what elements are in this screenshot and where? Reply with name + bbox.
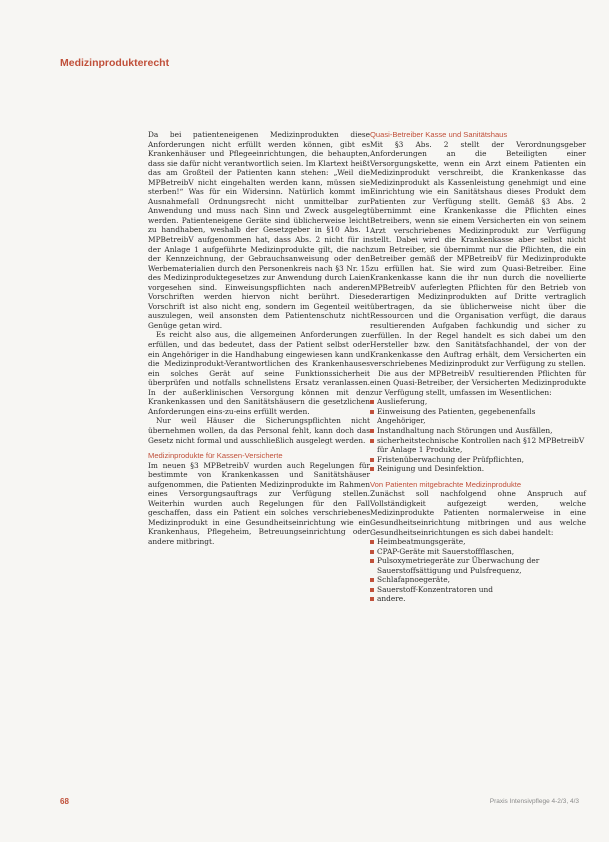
page-number: 68 [60,797,69,806]
list-item: CPAP-Geräte mit Sauerstoffflaschen, [370,547,586,557]
list-item: sicherheitstechnische Kontrollen nach §12 MPBetreibV für Anlage 1 Produkte, [370,436,586,455]
subheading: Quasi-Betreiber Kasse und Sanitätshaus [370,130,508,139]
body-paragraph: Im neuen §3 MPBetreibV wurden auch Regelungen für bestimmte von Krankenkassen und Sanitätshäuser aufgenommen, die Patienten Medizinprodukte im Rahmen eines Versorgungsauftrags zur Verfügung stellen. Weiterhin wurden auch Regelungen für den Fall geschaffen, dass ein Patient ein solches verschriebenes Medizinprodukt in eine Gesundheitseinrichtung wie ein Krankenhaus, Pflegeheim, Betreuungseinrichtung oder andere mitbringt. [148,460,370,547]
list-item: andere. [370,594,586,604]
bullet-list [370,537,586,604]
list-item: Auslieferung, [370,397,586,407]
subheading: Von Patienten mitgebrachte Medizinprodukte [370,479,522,489]
body-paragraph: Zunächst soll nachfolgend ohne Anspruch auf Vollständigkeit aufgezeigt werden, welche Medizinprodukte Patienten normalerweise in eine Gesundheitseinrichtung mitbringen und aus welche Gesundheitseinrichtungen es sich dabei handelt: [370,489,586,537]
body-paragraph: Es reicht also aus, die allgemeinen Anforderungen zu erfüllen, und das bedeutet, dass der Patient selbst oder ein Angehöriger in die Handhabung eingewiesen kann und die Medizinprodukt-Verantwortlichen des Krankenhauses ein solches Gerät auf seine Funktionssicherheit überprüfen und notfalls schnellstens Ersatz veranlassen. In der außerklinischen Versorgung können mit den Krankenkassen und den Sanitätshäusern die gesetzlichen Anforderungen eins-zu-eins erfüllt werden. [148,330,370,416]
body-paragraph: Da bei patienteneigenen Medizinprodukten diese Anforderungen nicht erfüllt werden können, gibt es Krankenhäuser und Pflegeeinrichtungen, die behaupten, dass sie dafür nicht verantwortlich seien. Im Klartext heißt das am Großteil der Patienten kann stehen: „Weil die MPBetreibV nicht eingehalten werden kann, müssen sie sterben!“ Was für ein Widersinn. Natürlich kommt im Ausnahmefall Ordnungsrecht nicht unmittelbar zur Anwendung und muss nach Sinn und Zweck ausgelegt werden. Patienteneigene Geräte sind üblicherweise leicht zu handhaben, weshalb der Gesetzgeber in §10 Abs. 1 MPBetreibV aufgenommen hat, dass Abs. 2 nicht für in der Anlage 1 aufgeführte Medizinprodukte gilt, die nach der Kennzeichnung, der Gebrauchsanweisung oder den Werbematerialien durch den Personenkreis nach §3 Nr. 15 des Medizinproduktegesetzes zur Anwendung durch Laien vorgesehen sind. Einweisungspflichten nach anderen Vorschriften werden hiervon nicht berührt. Diese Vorschrift ist also nicht eng, sondern im Gegenteil weit auszulegen, weil ansonsten dem Patientenschutz nicht Genüge getan wird. [148,130,370,330]
bullet-list [370,397,586,473]
subheading: Medizinprodukte für Kassen-Versicherte [148,451,283,461]
body-paragraph: Nur weil Häuser die Sicherungspflichten nicht übernehmen wollen, da das Personal fehlt, kann doch das Gesetz nicht formal und ausschließlich ausgelegt werden. [148,416,370,445]
journal-footer: Praxis Intensivpflege 4-2/3, 4/3 [489,798,579,805]
list-item: Heimbeatmungsgeräte, [370,537,586,547]
list-item: Fristenüberwachung der Prüfpflichten, [370,455,586,465]
left-column [148,130,370,547]
list-item: Reinigung und Desinfektion. [370,464,586,474]
list-item: Instandhaltung nach Störungen und Ausfällen, [370,426,586,436]
list-item: Pulsoxymetriegeräte zur Überwachung der Sauerstoffsättigung und Pulsfrequenz, [370,556,586,575]
section-label: Medizinprodukterecht [60,57,170,69]
body-paragraph: Mit §3 Abs. 2 stellt der Verordnungsgeber Anforderungen an die Beteiligten einer Versorgungskette, wenn ein Arzt einem Patienten ein Medizinprodukt verschreibt, die Krankenkasse das Medizinprodukt als Kassenleistung genehmigt und eine Einrichtung wie ein Sanitätshaus dieses Produkt dem Patienten zur Verfügung stellt. Gemäß §3 Abs. 2 übernimmt eine Krankenkasse die Pflichten eines Betreibers, wenn sie einem Versicherten ein von seinem Arzt verschriebenes Medizinprodukt zur Verfügung stellt. Dabei wird die Krankenkasse aber selbst nicht zum Betreiber, sie übernimmt nur die Pflichten, die ein Betreiber gemäß der MPBetreibV für Medizinprodukte zu erfüllen hat. Sie wird zum Quasi-Betreiber. Eine Krankenkasse kann die ihr nun durch die novellierte MPBetreibV auferlegten Pflichten für den Betrieb von derartigen Medizinprodukten auf Dritte vertraglich übertragen, da sie üblicherweise nicht über die Ressourcen und die Organisation verfügt, die daraus resultierenden Aufgaben fachkundig und sicher zu erfüllen. In der Regel handelt es sich dabei um den Hersteller bzw. den Sanitätsfachhandel, der von der Krankenkasse den Auftrag erhält, dem Versicherten ein verschriebenes Medizinprodukt zur Verfügung zu stellen. [370,139,586,369]
body-paragraph: Die aus der MPBetreibV resultierenden Pflichten für einen Quasi-Betreiber, der Versicherten Medizinprodukte zur Verfügung stellt, umfassen im Wesentlichen: [370,368,586,397]
list-item: Schlafapnoegeräte, [370,575,586,585]
list-item: Einweisung des Patienten, gegebenenfalls Angehöriger, [370,407,586,426]
right-column [370,130,586,604]
list-item: Sauerstoff-Konzentratoren und [370,585,586,595]
